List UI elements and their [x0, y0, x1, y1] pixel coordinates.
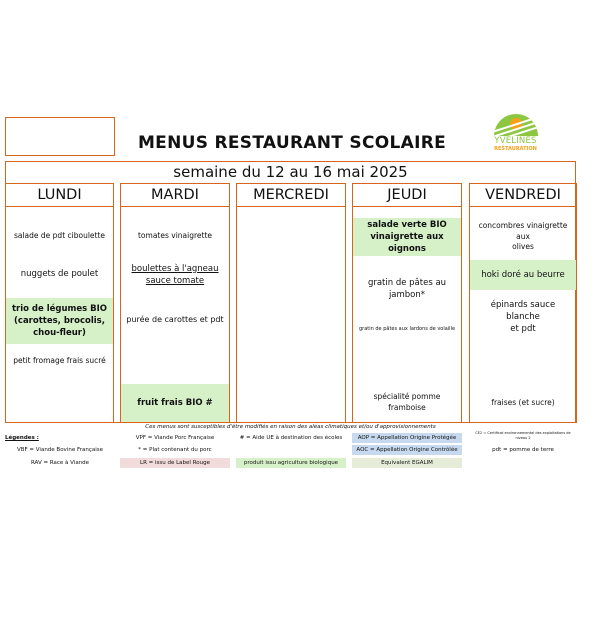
menu-item: trio de légumes BIO (carottes, brocolis, chou-fleur) — [6, 298, 113, 344]
menu-item: gratin de pâtes au jambon* — [367, 277, 447, 300]
day-column-mercredi — [236, 183, 346, 423]
menu-item: hoki doré au beurre — [470, 260, 576, 290]
menu-item: concombres vinaigrette aux olives — [478, 220, 568, 252]
week-label: semaine du 12 au 16 mai 2025 — [173, 163, 408, 181]
logo-sub: RESTAURATION — [494, 146, 537, 152]
legend-ue: # = Aide UE à destination des écoles — [239, 435, 343, 441]
day-column-lundi — [5, 183, 114, 423]
legend-vbf: VBF = Viande Bovine Française — [16, 447, 104, 453]
menu-item: salade de pdt ciboulette — [13, 230, 106, 240]
day-header: MARDI — [121, 184, 229, 207]
day-column-vendredi — [469, 183, 577, 423]
day-header: JEUDI — [353, 184, 461, 207]
legend-egalim: Equivalent EGALIM — [352, 458, 462, 468]
disclaimer-note: Ces menus sont susceptibles d'être modifiés en raison des aléas climatiques et/ou d'approvisionnements — [145, 424, 436, 430]
logo-sun-icon — [494, 114, 538, 136]
day-header: VENDREDI — [470, 184, 576, 207]
yvelines-restauration-logo — [488, 114, 543, 154]
menu-item: épinards sauce blanche et pdt — [490, 299, 556, 335]
legend-rav: RAV = Race à Viande — [30, 460, 90, 466]
menu-item: tomates vinaigrette — [137, 230, 213, 240]
legend-aoc: AOC = Appellation Origine Contrôlée — [352, 445, 462, 455]
menu-item: fraises (et sucre) — [491, 397, 555, 407]
menu-item: petit fromage frais sucré — [13, 355, 106, 365]
legend-ce2: CE2 = Certificat environnemental des exploitations de niveau 2 — [475, 431, 571, 440]
logo-name: YVELINES — [494, 136, 537, 146]
legend-pdt: pdt = pomme de terre — [492, 447, 554, 453]
menu-item: fruit frais BIO # — [121, 384, 229, 422]
day-header: LUNDI — [6, 184, 113, 207]
day-column-jeudi — [352, 183, 462, 423]
menu-item: nuggets de poulet — [20, 268, 99, 279]
day-column-mardi — [120, 183, 230, 423]
page-title: MENUS RESTAURANT SCOLAIRE — [137, 133, 447, 153]
empty-header-box — [5, 117, 115, 156]
menu-item: purée de carottes et pdt — [126, 315, 224, 325]
menu-item: salade verte BIO vinaigrette aux oignons — [353, 218, 461, 256]
day-header: MERCREDI — [237, 184, 345, 207]
legend-title: Légendes : — [5, 435, 39, 441]
menu-item: spécialité pomme framboise — [373, 392, 441, 412]
menu-item: boulettes à l'agneau sauce tomate — [131, 263, 219, 286]
legend-aop: AOP = Appellation Origine Protégée — [352, 433, 462, 443]
legend-porc: * = Plat contenant du porc — [138, 447, 212, 453]
menu-item: gratin de pâtes aux lardons de volaille — [358, 326, 456, 333]
legend-vpf: VPF = Viande Porc Française — [135, 435, 215, 441]
legend-lr: LR = issu de Label Rouge — [120, 458, 230, 468]
legend-bio: produit issu agriculture biologique — [236, 458, 346, 468]
